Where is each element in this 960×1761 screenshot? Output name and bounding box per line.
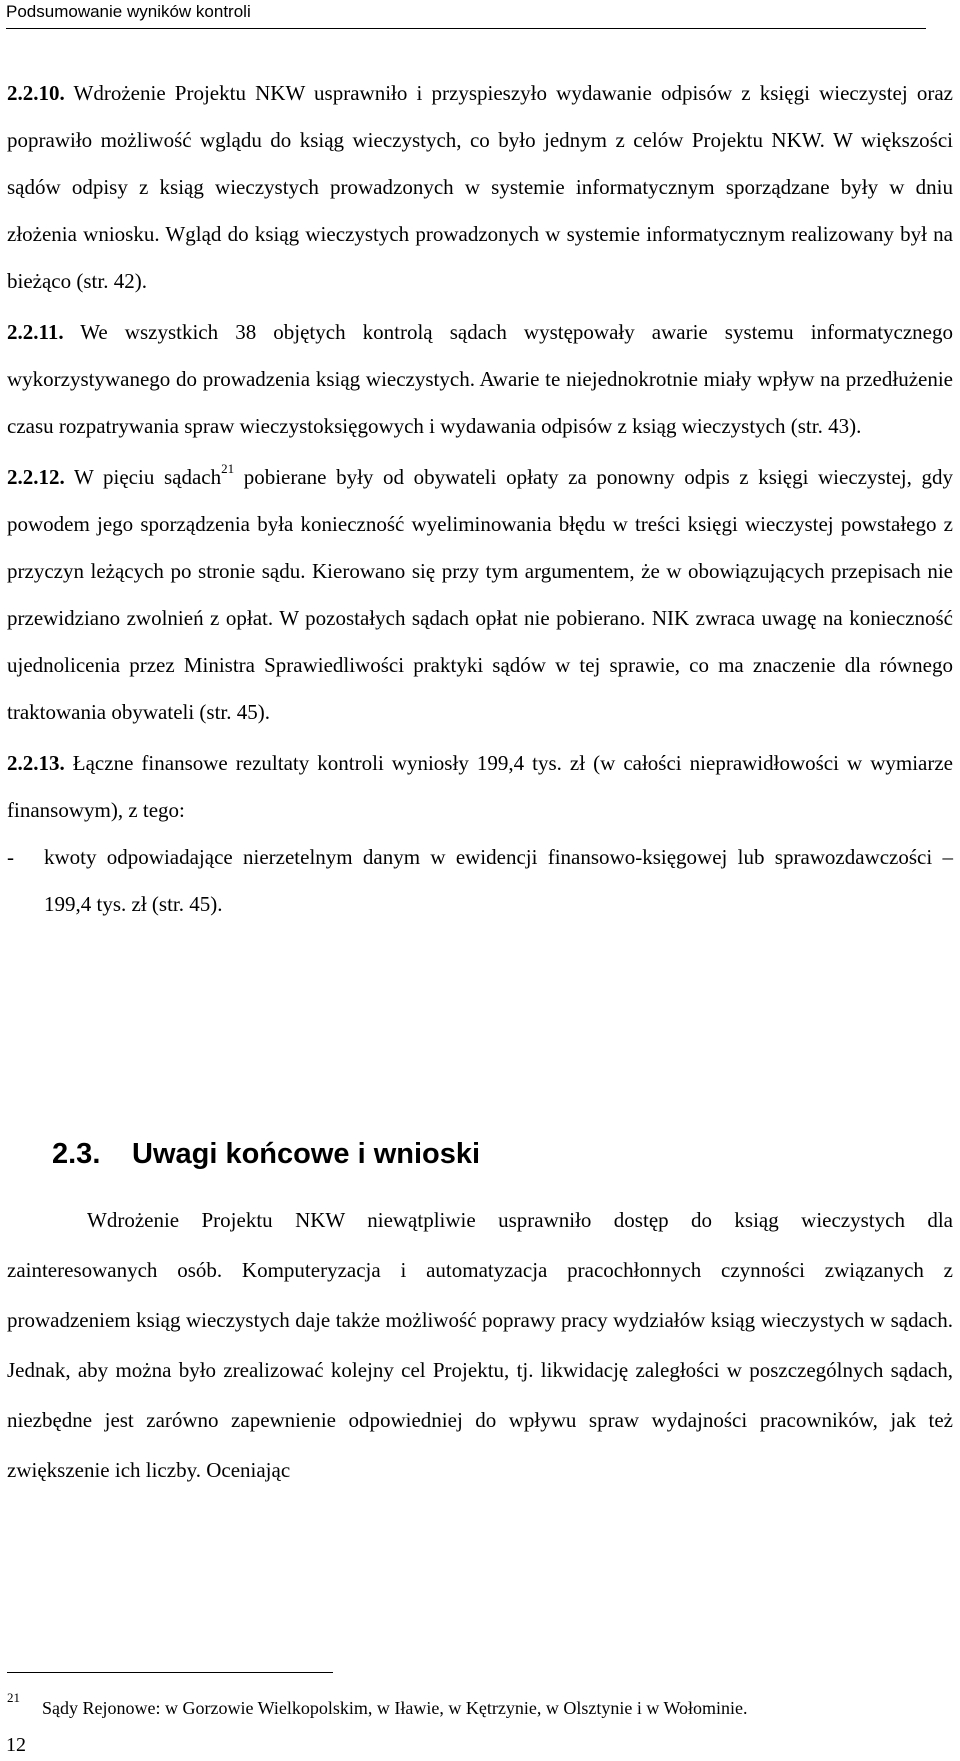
section-heading [52, 1134, 480, 1174]
section-title: Uwagi końcowe i wnioski [132, 1138, 481, 1170]
paragraph-number: 2.2.13. [7, 751, 65, 775]
footnote-mark: 21 [7, 1690, 20, 1705]
paragraph-text: Wdrożenie Projektu NKW usprawniło i przyspieszyło wydawanie odpisów z księgi wieczystej oraz poprawiło możliwość wglądu do ksiąg wieczystych, co było jednym z celów Projektu NKW. W większości sądów odpisy z ksiąg wieczystych prowadzonych w systemie informatycznym sporządzane były w dniu złożenia wniosku. Wgląd do ksiąg wieczystych prowadzonych w systemie informatycznym realizowany był na bieżąco (str. 42). [7, 81, 953, 293]
paragraph-text: We wszystkich 38 objętych kontrolą sądach występowały awarie systemu informatycznego wykorzystywanego do prowadzenia ksiąg wieczystych. Awarie te niejednokrotnie miały wpływ na przedłużenie czasu rozpatrywania spraw wieczystoksięgowych i wydawania odpisów z ksiąg wieczystych (str. 43). [7, 320, 953, 438]
paragraph-2-2-10 [7, 70, 953, 305]
paragraph-number: 2.2.11. [7, 320, 64, 344]
paragraph-2-2-11 [7, 309, 953, 450]
conclusions-paragraph [7, 1195, 953, 1495]
running-header: Podsumowanie wyników kontroli [6, 0, 926, 29]
footnote-text: Sądy Rejonowe: w Gorzowie Wielkopolskim, w Iławie, w Kętrzynie, w Olsztynie i w Wołominie. [42, 1698, 748, 1718]
conclusions-text: Wdrożenie Projektu NKW niewątpliwie usprawniło dostęp do ksiąg wieczystych dla zainteresowanych osób. Komputeryzacja i automatyzacja pracochłonnych czynności związanych z prowadzeniem ksiąg wieczystych daje także możliwość poprawy pracy wydziałów ksiąg wieczystych w sądach. Jednak, aby można było zrealizować kolejny cel Projektu, tj. likwidację zaległości w poszczególnych sądach, niezbędne jest zarówno zapewnienie odpowiedniej do wpływu spraw wydajności pracowników, jak też zwiększenie ich liczby. Oceniając [7, 1208, 953, 1482]
findings-body [7, 70, 953, 928]
list-item-text: kwoty odpowiadające nierzetelnym danym w ewidencji finansowo-księgowej lub sprawozdawczości – 199,4 tys. zł (str. 45). [44, 845, 953, 916]
footnote-reference[interactable]: 21 [221, 461, 235, 476]
section-number: 2.3. [52, 1138, 101, 1170]
paragraph-2-2-13 [7, 740, 953, 834]
list-dash: - [7, 845, 14, 869]
paragraph-text: W pięciu sądach [64, 465, 222, 489]
paragraph-text-continued: pobierane były od obywateli opłaty za ponowny odpis z księgi wieczystej, gdy powodem jego sporządzenia była konieczność wyeliminowania błędu w treści księgi wieczystej powstałego z przyczyn leżących po stronie sądu. Kierowano się przy tym argumentem, że w obowiązujących przepisach nie przewidziano zwolnień z opłat. W pozostałych sądach opłat nie pobierano. NIK zwraca uwagę na konieczność ujednolicenia przez Ministra Sprawiedliwości praktyki sądów w tej sprawie, co ma znaczenie dla równego traktowania obywateli (str. 45). [7, 465, 953, 724]
page-number: 12 [6, 1734, 26, 1756]
paragraph-text: Łączne finansowe rezultaty kontroli wyniosły 199,4 tys. zł (w całości nieprawidłowości w wymiarze finansowym), z tego: [7, 751, 953, 822]
paragraph-number: 2.2.10. [7, 81, 65, 105]
paragraph-number: 2.2.12. [7, 465, 65, 489]
footnote [7, 1686, 953, 1720]
list-item [7, 834, 953, 928]
paragraph-2-2-12 [7, 454, 953, 736]
footnote-separator [7, 1672, 333, 1673]
